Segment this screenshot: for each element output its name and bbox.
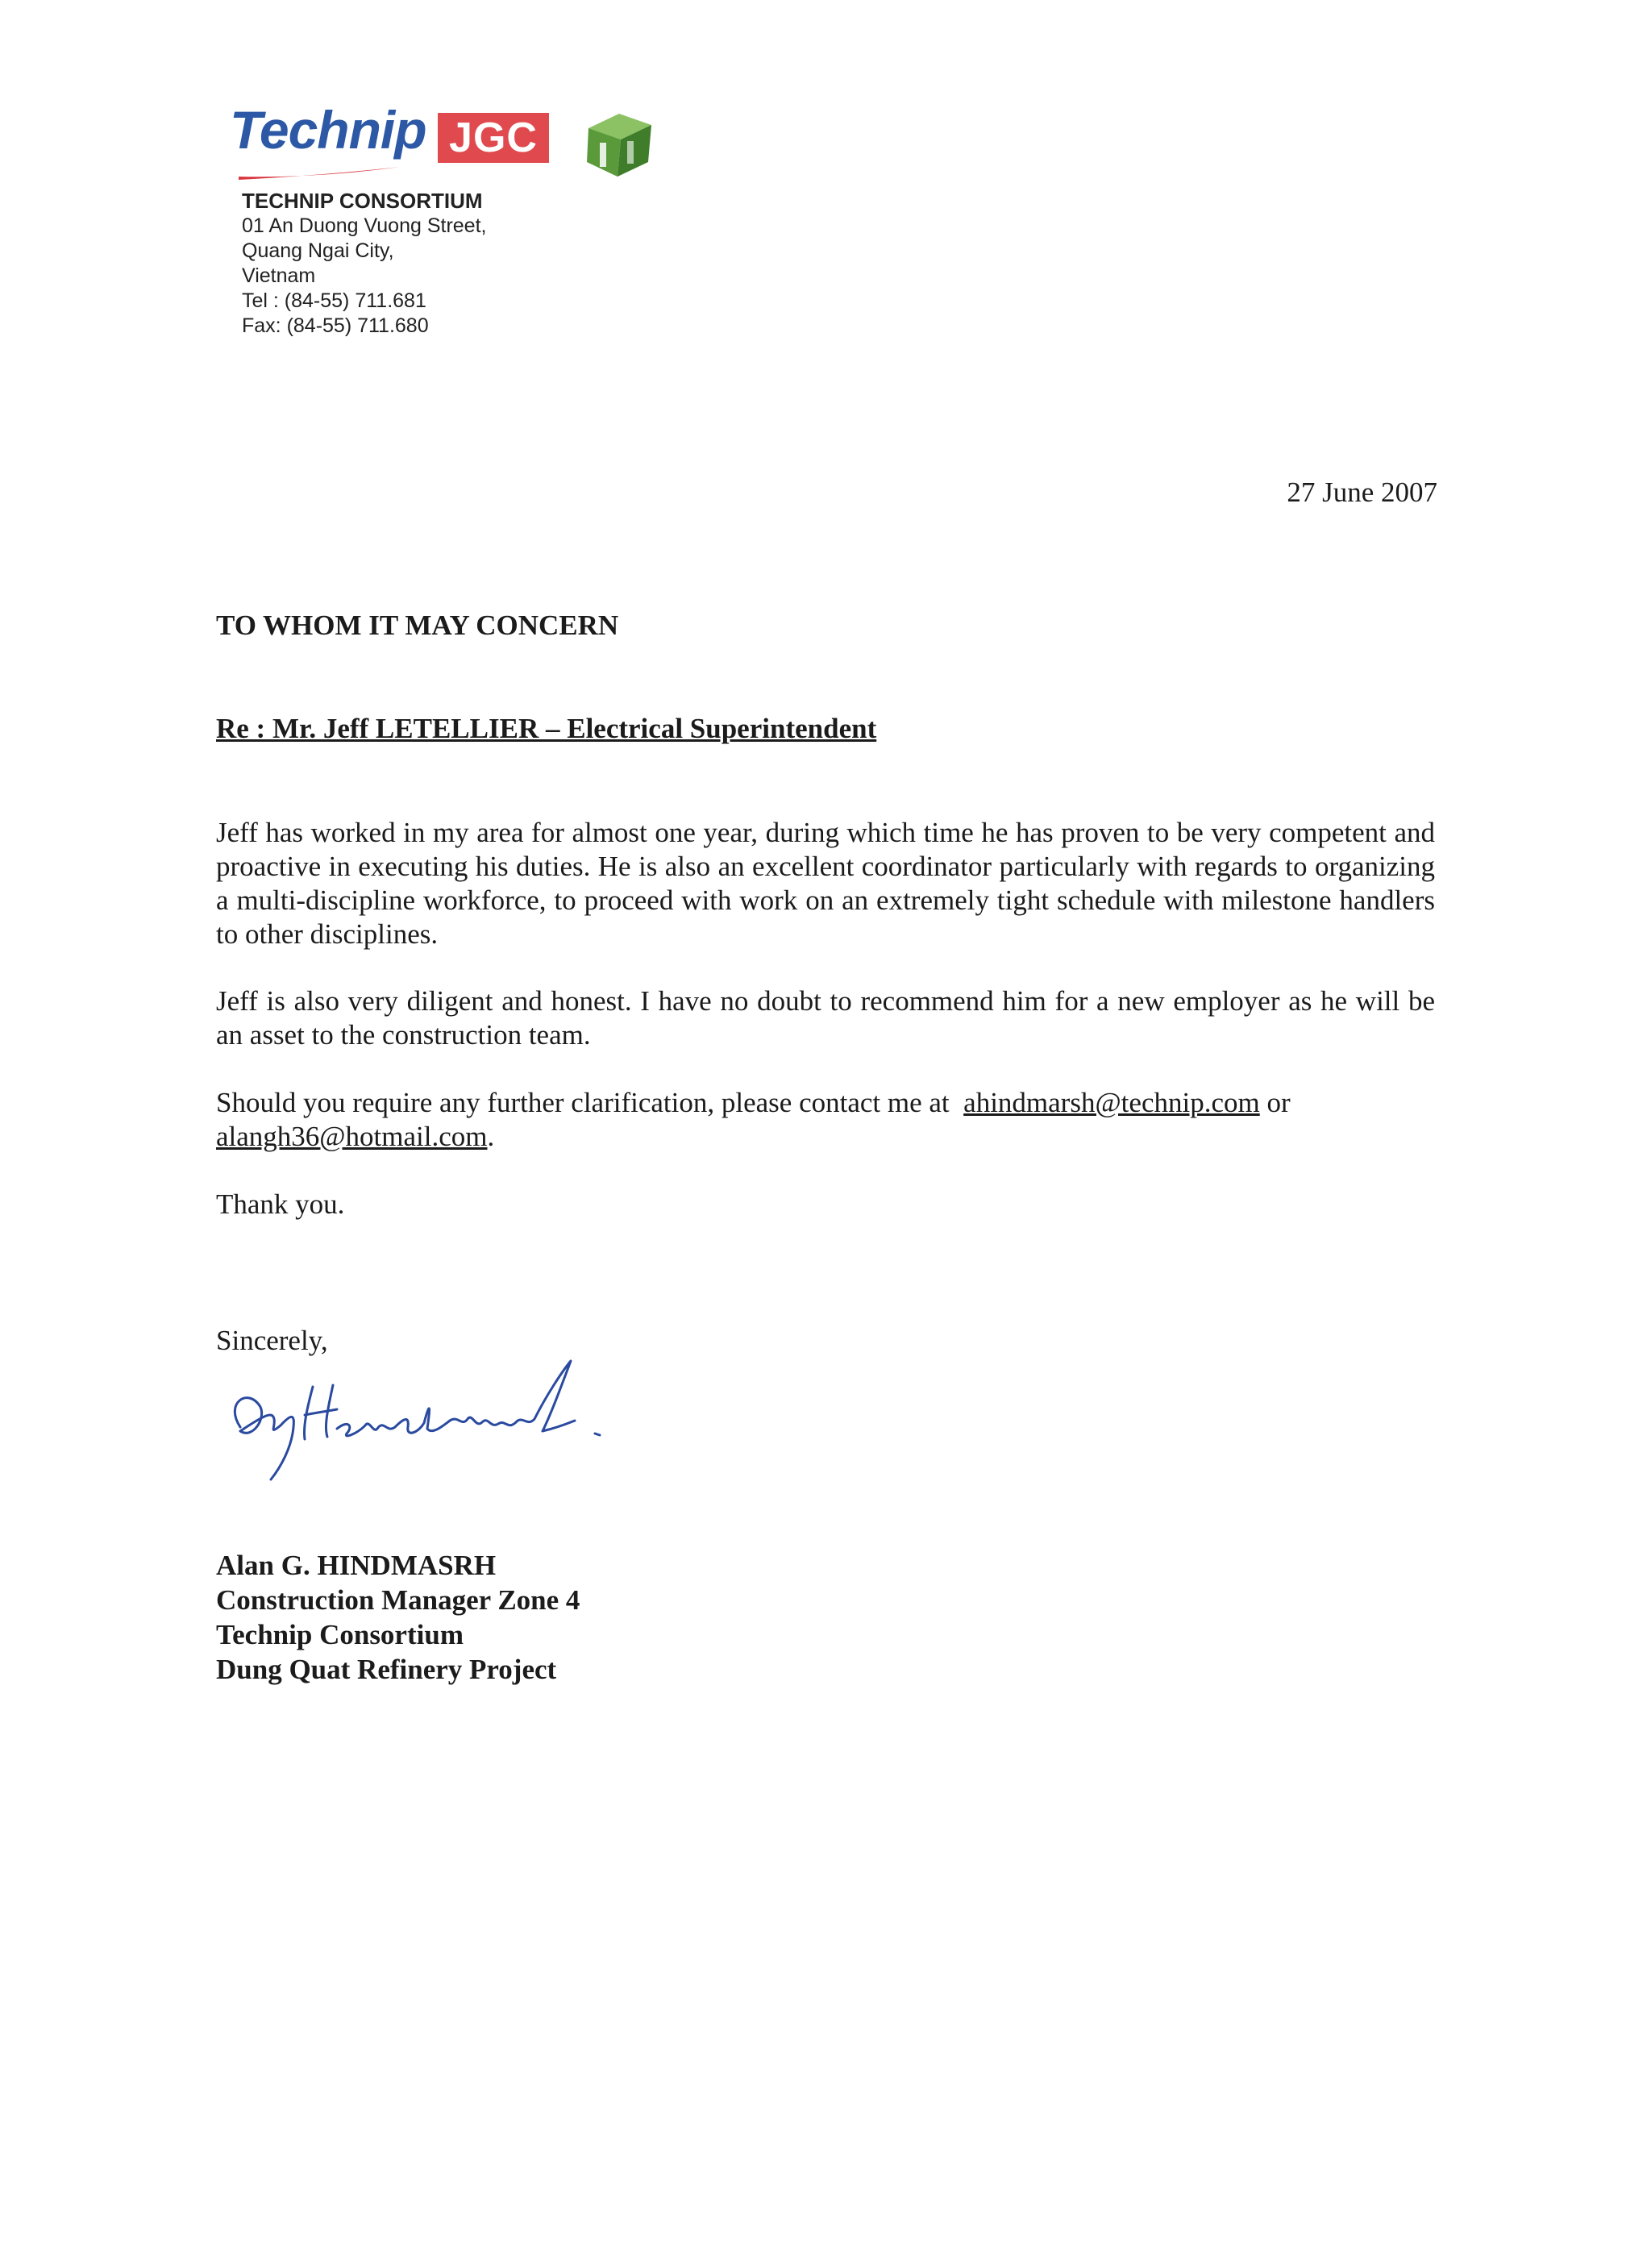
subject-line: Re : Mr. Jeff LETELLIER – Electrical Superintendent: [216, 713, 877, 744]
signatory-project: Dung Quat Refinery Project: [216, 1654, 557, 1685]
petrovietnam-logo-icon: [582, 110, 656, 180]
contact-paragraph: [216, 1086, 1435, 1154]
fax: Fax: (84-55) 711.680: [242, 314, 429, 337]
contact-or: or: [1266, 1087, 1291, 1118]
contact-text: Should you require any further clarification, please contact me at: [216, 1087, 950, 1118]
org-name: TECHNIP CONSORTIUM: [242, 189, 483, 213]
salutation: TO WHOM IT MAY CONCERN: [216, 610, 619, 641]
letter-date: 27 June 2007: [1287, 476, 1437, 508]
signatory-name: Alan G. HINDMASRH: [216, 1550, 497, 1581]
signature-block: [216, 1548, 580, 1687]
email-link-technip[interactable]: ahindmarsh@technip.com: [963, 1087, 1260, 1118]
email-link-hotmail[interactable]: alangh36@hotmail.com: [216, 1121, 488, 1152]
handwritten-signature-icon: [216, 1338, 619, 1484]
contact-end: .: [487, 1121, 495, 1152]
body-paragraph: Jeff is also very diligent and honest. I have no doubt to recommend him for a new employer as he will be an asset to the construction team.: [216, 985, 1435, 1051]
jgc-logo: JGC: [438, 113, 549, 163]
telephone: Tel : (84-55) 711.681: [242, 289, 426, 312]
technip-logo: Technip: [230, 100, 426, 160]
signatory-company: Technip Consortium: [216, 1619, 464, 1650]
technip-swoosh-icon: [239, 167, 400, 180]
body-paragraph: Jeff has worked in my area for almost one year, during which time he has proven to be very competent and proactive in executing his duties. He is also an excellent coordinator particularly with regards to organizing a multi-discipline workforce, to proceed with work on an extremely tight schedule with milestone handlers to other disciplines.: [216, 817, 1435, 950]
letterhead-address: [242, 189, 486, 339]
address-line: 01 An Duong Vuong Street,: [242, 214, 487, 237]
address-line: Vietnam: [242, 264, 316, 287]
closing: Sincerely,: [216, 1325, 328, 1356]
address-line: Quang Ngai City,: [242, 239, 394, 262]
signatory-title: Construction Manager Zone 4: [216, 1584, 580, 1616]
thanks: Thank you.: [216, 1188, 345, 1220]
